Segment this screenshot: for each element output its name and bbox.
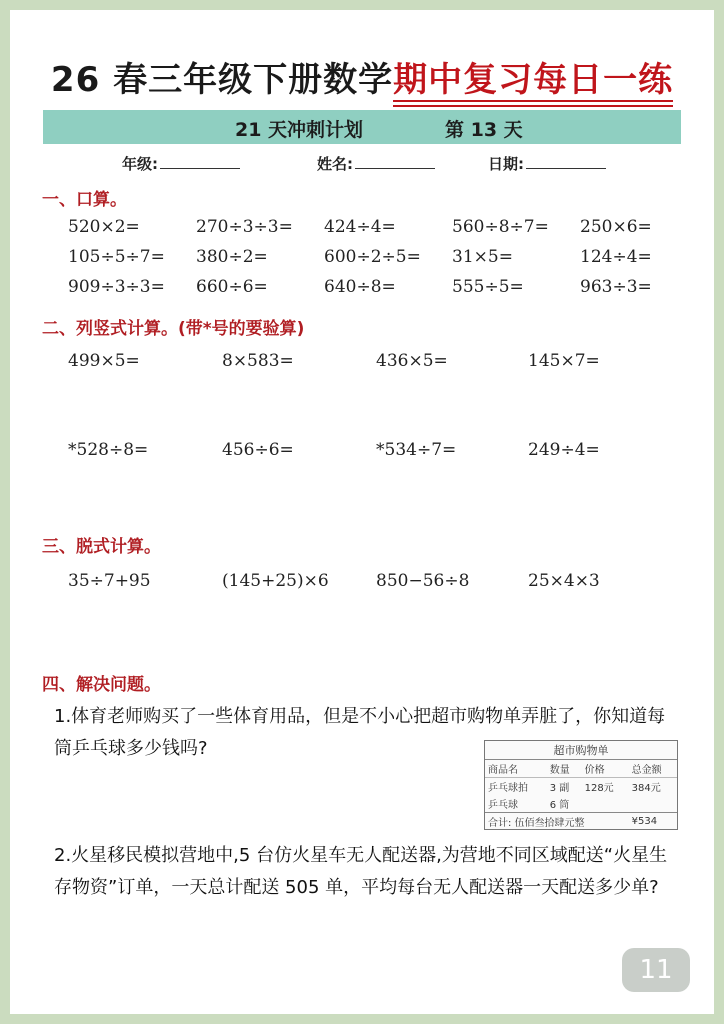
receipt-header: 总金额 <box>629 760 677 778</box>
oral-item: 600÷2÷5= <box>324 247 421 267</box>
receipt-title: 超市购物单 <box>485 741 677 760</box>
receipt-cell: 3 副 <box>549 783 570 794</box>
page-number-badge: 11 <box>622 948 690 992</box>
problem-2: 2.火星移民模拟营地中,5 台仿火星车无人配送器,为营地不同区域配送“火星生存物资”订单，一天总计配送 505 单，平均每台无人配送器一天配送多少单? <box>54 845 668 898</box>
oral-item: 124÷4= <box>580 247 652 267</box>
grade-field <box>122 153 240 174</box>
problem-1: 1.体育老师购买了一些体育用品，但是不小心把超市购物单弄脏了，你知道每筒乒乓球多少钱吗? <box>54 706 666 759</box>
oral-item: 640÷8= <box>324 277 396 297</box>
receipt-header: 价格 <box>582 760 629 778</box>
plan-label: 21 天冲刺计划 <box>235 119 364 141</box>
oral-item: 909÷3÷3= <box>68 277 165 297</box>
day-label: 第 13 天 <box>445 119 523 141</box>
date-blank[interactable] <box>526 168 606 169</box>
receipt-cell: 6 筒 <box>549 800 570 811</box>
name-label: 姓名: <box>317 155 353 173</box>
vertical-item: *534÷7= <box>376 440 457 460</box>
receipt-cell <box>629 795 677 813</box>
oral-item: 105÷5÷7= <box>68 247 165 267</box>
oral-item: 560÷8÷7= <box>452 217 549 237</box>
grade-label: 年级: <box>122 155 158 173</box>
section1-heading: 一、口算。 <box>42 190 127 210</box>
vertical-item: 436×5= <box>376 351 448 371</box>
stepwise-item: 25×4×3 <box>528 571 600 591</box>
shopping-receipt <box>484 740 678 830</box>
date-label: 日期: <box>488 155 524 173</box>
oral-item: 520×2= <box>68 217 140 237</box>
receipt-header: 数量 <box>547 760 582 778</box>
receipt-cell: 128元 <box>584 783 614 794</box>
date-field <box>488 153 606 174</box>
receipt-total-value: ¥534 <box>629 813 677 831</box>
worksheet-page <box>10 10 714 1014</box>
page-title <box>10 52 714 101</box>
oral-item: 555÷5= <box>452 277 524 297</box>
receipt-cell: 384元 <box>631 783 661 794</box>
name-field <box>317 153 435 174</box>
name-blank[interactable] <box>355 168 435 169</box>
receipt-header: 商品名 <box>485 760 547 778</box>
oral-item: 660÷6= <box>196 277 268 297</box>
plan-banner <box>43 110 681 144</box>
vertical-item: 145×7= <box>528 351 600 371</box>
oral-item: 963÷3= <box>580 277 652 297</box>
vertical-item: 249÷4= <box>528 440 600 460</box>
stepwise-item: (145+25)×6 <box>222 571 329 591</box>
section2-heading: 二、列竖式计算。(带*号的要验算) <box>42 319 305 339</box>
stepwise-item: 850−56÷8 <box>376 571 470 591</box>
title-highlight: 期中复习每日一练 <box>393 60 674 100</box>
stepwise-item: 35÷7+95 <box>68 571 151 591</box>
section3-heading: 三、脱式计算。 <box>42 537 161 557</box>
vertical-item: 8×583= <box>222 351 294 371</box>
oral-item: 380÷2= <box>196 247 268 267</box>
section4-heading: 四、解决问题。 <box>42 675 161 695</box>
grade-blank[interactable] <box>160 168 240 169</box>
receipt-total-label: 合计: 伍佰叁拾肆元整 <box>485 813 629 831</box>
oral-item: 270÷3÷3= <box>196 217 293 237</box>
vertical-item: *528÷8= <box>68 440 149 460</box>
oral-item: 31×5= <box>452 247 513 267</box>
vertical-item: 499×5= <box>68 351 140 371</box>
oral-item: 250×6= <box>580 217 652 237</box>
receipt-cell: 乒乓球拍 <box>488 783 528 794</box>
title-main: 26 春三年级下册数学 <box>50 60 394 100</box>
oral-item: 424÷4= <box>324 217 396 237</box>
vertical-item: 456÷6= <box>222 440 294 460</box>
receipt-cell <box>582 795 629 813</box>
receipt-cell: 乒乓球 <box>488 800 518 811</box>
